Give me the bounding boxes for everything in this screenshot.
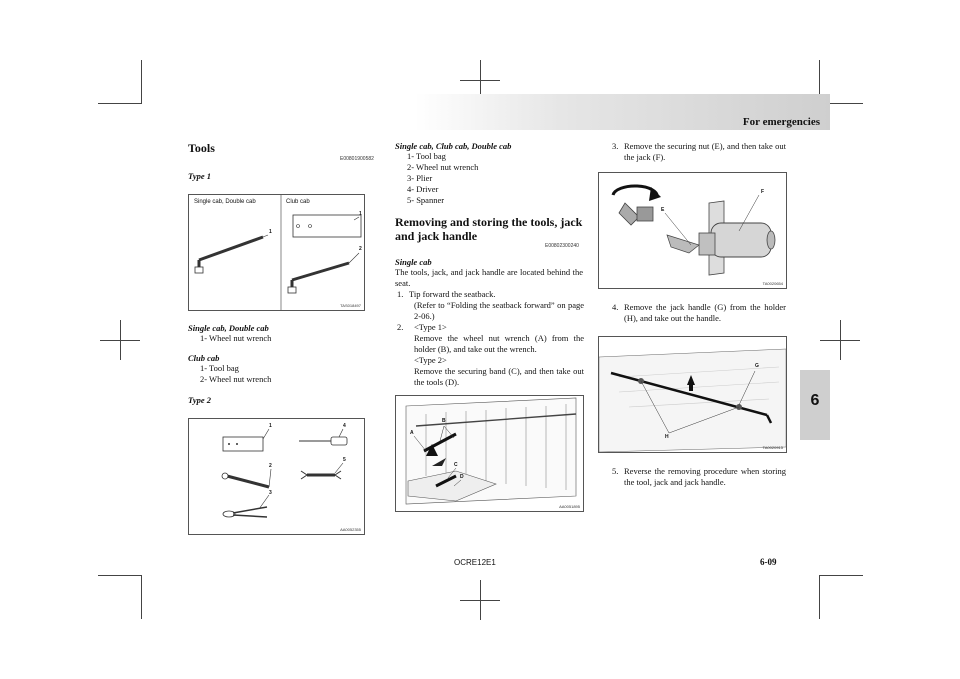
step-number: 5. [612, 466, 619, 476]
single-cab-label: Single cab [395, 257, 432, 267]
step-text: Remove the securing band (C), and then take out the tools (D). [414, 366, 584, 387]
figure-callout-2: 2 [359, 246, 362, 252]
type2-label: Type 2 [188, 395, 212, 405]
figure-type1-tools [188, 194, 365, 311]
figure-sublabel-right: Club cab [286, 199, 310, 205]
figure-callout-4: 4 [343, 423, 346, 429]
figure-callout-3: 3 [269, 490, 272, 496]
seat-illustration [396, 396, 583, 511]
club-cab-label: Club cab [188, 353, 220, 363]
list-item: 4- Driver [407, 184, 439, 194]
figure-callout-e: E [661, 207, 665, 213]
section-code: E00801900582 [340, 156, 374, 162]
figure-callout-g: G [755, 363, 759, 369]
intro-paragraph: The tools, jack, and jack handle are located behind the seat. [395, 267, 583, 288]
wrench-illustration [189, 195, 364, 310]
type-label: <Type 2> [414, 355, 447, 365]
step-number: 2. [397, 322, 404, 332]
step-text: Remove the securing nut (E), and then take out the jack (F). [624, 141, 786, 162]
figure-type2-tools [188, 418, 365, 535]
figure-callout-d: D [460, 474, 464, 480]
step-number: 3. [612, 141, 619, 151]
figure-callout-c: C [454, 462, 458, 468]
section-code: E00802300240 [545, 243, 579, 249]
figure-code: AA0052355 [340, 527, 361, 532]
figure-tools-behind-seat [395, 395, 584, 512]
figure-callout-1: 1 [269, 229, 272, 235]
page-number: 6-09 [760, 557, 777, 567]
type-label: <Type 1> [414, 322, 447, 332]
figure-code: TA0020654 [762, 281, 783, 286]
list-item: 2- Wheel nut wrench [407, 162, 479, 172]
list-item: 3- Plier [407, 173, 433, 183]
tools-illustration [189, 419, 364, 534]
section-heading-line2: and jack handle [395, 229, 478, 243]
step-reference: (Refer to “Folding the seatback forward” on page 2-06.) [414, 300, 584, 321]
figure-sublabel-left: Single cab, Double cab [194, 199, 256, 205]
figure-jack-handle [598, 336, 787, 453]
cab-types-label: Single cab, Club cab, Double cab [395, 141, 512, 151]
type1-label: Type 1 [188, 171, 212, 181]
figure-callout-1b: 1 [359, 211, 362, 217]
jack-handle-illustration [599, 337, 786, 452]
sc-dc-label: Single cab, Double cab [188, 323, 269, 333]
figure-callout-b: B [442, 418, 446, 424]
figure-code: TAS018497 [340, 303, 361, 308]
figure-callout-f: F [761, 189, 765, 195]
page-title: Tools [188, 141, 215, 155]
section-heading-line1: Removing and storing the tools, jack [395, 215, 583, 229]
section-title: For emergencies [742, 116, 820, 128]
figure-code: TA0020915 [762, 445, 783, 450]
figure-callout-a: A [410, 430, 414, 436]
list-item: 1- Tool bag [200, 363, 239, 373]
list-item: 1- Wheel nut wrench [200, 333, 272, 343]
chapter-tab [800, 370, 830, 440]
figure-code: AA0051895 [559, 504, 580, 509]
figure-callout-1: 1 [269, 423, 272, 429]
figure-callout-5: 5 [343, 457, 346, 463]
step-text: Reverse the removing procedure when storing the tool, jack and jack handle. [624, 466, 786, 487]
figure-callout-2: 2 [269, 463, 272, 469]
list-item: 2- Wheel nut wrench [200, 374, 272, 384]
step-text: Remove the jack handle (G) from the holder (H), and take out the handle. [624, 302, 786, 323]
step-text: Remove the wheel nut wrench (A) from the holder (B), and take out the wrench. [414, 333, 584, 354]
section-header [415, 94, 830, 130]
step-text: Tip forward the seatback. [409, 289, 496, 299]
list-item: 1- Tool bag [407, 151, 446, 161]
step-number: 1. [397, 289, 404, 299]
step-number: 4. [612, 302, 619, 312]
jack-illustration [599, 173, 786, 288]
chapter-number: 6 [810, 392, 820, 409]
figure-callout-h: H [665, 434, 669, 440]
section-heading [395, 215, 582, 243]
figure-jack-removal [598, 172, 787, 289]
document-code: OCRE12E1 [454, 558, 496, 567]
list-item: 5- Spanner [407, 195, 445, 205]
